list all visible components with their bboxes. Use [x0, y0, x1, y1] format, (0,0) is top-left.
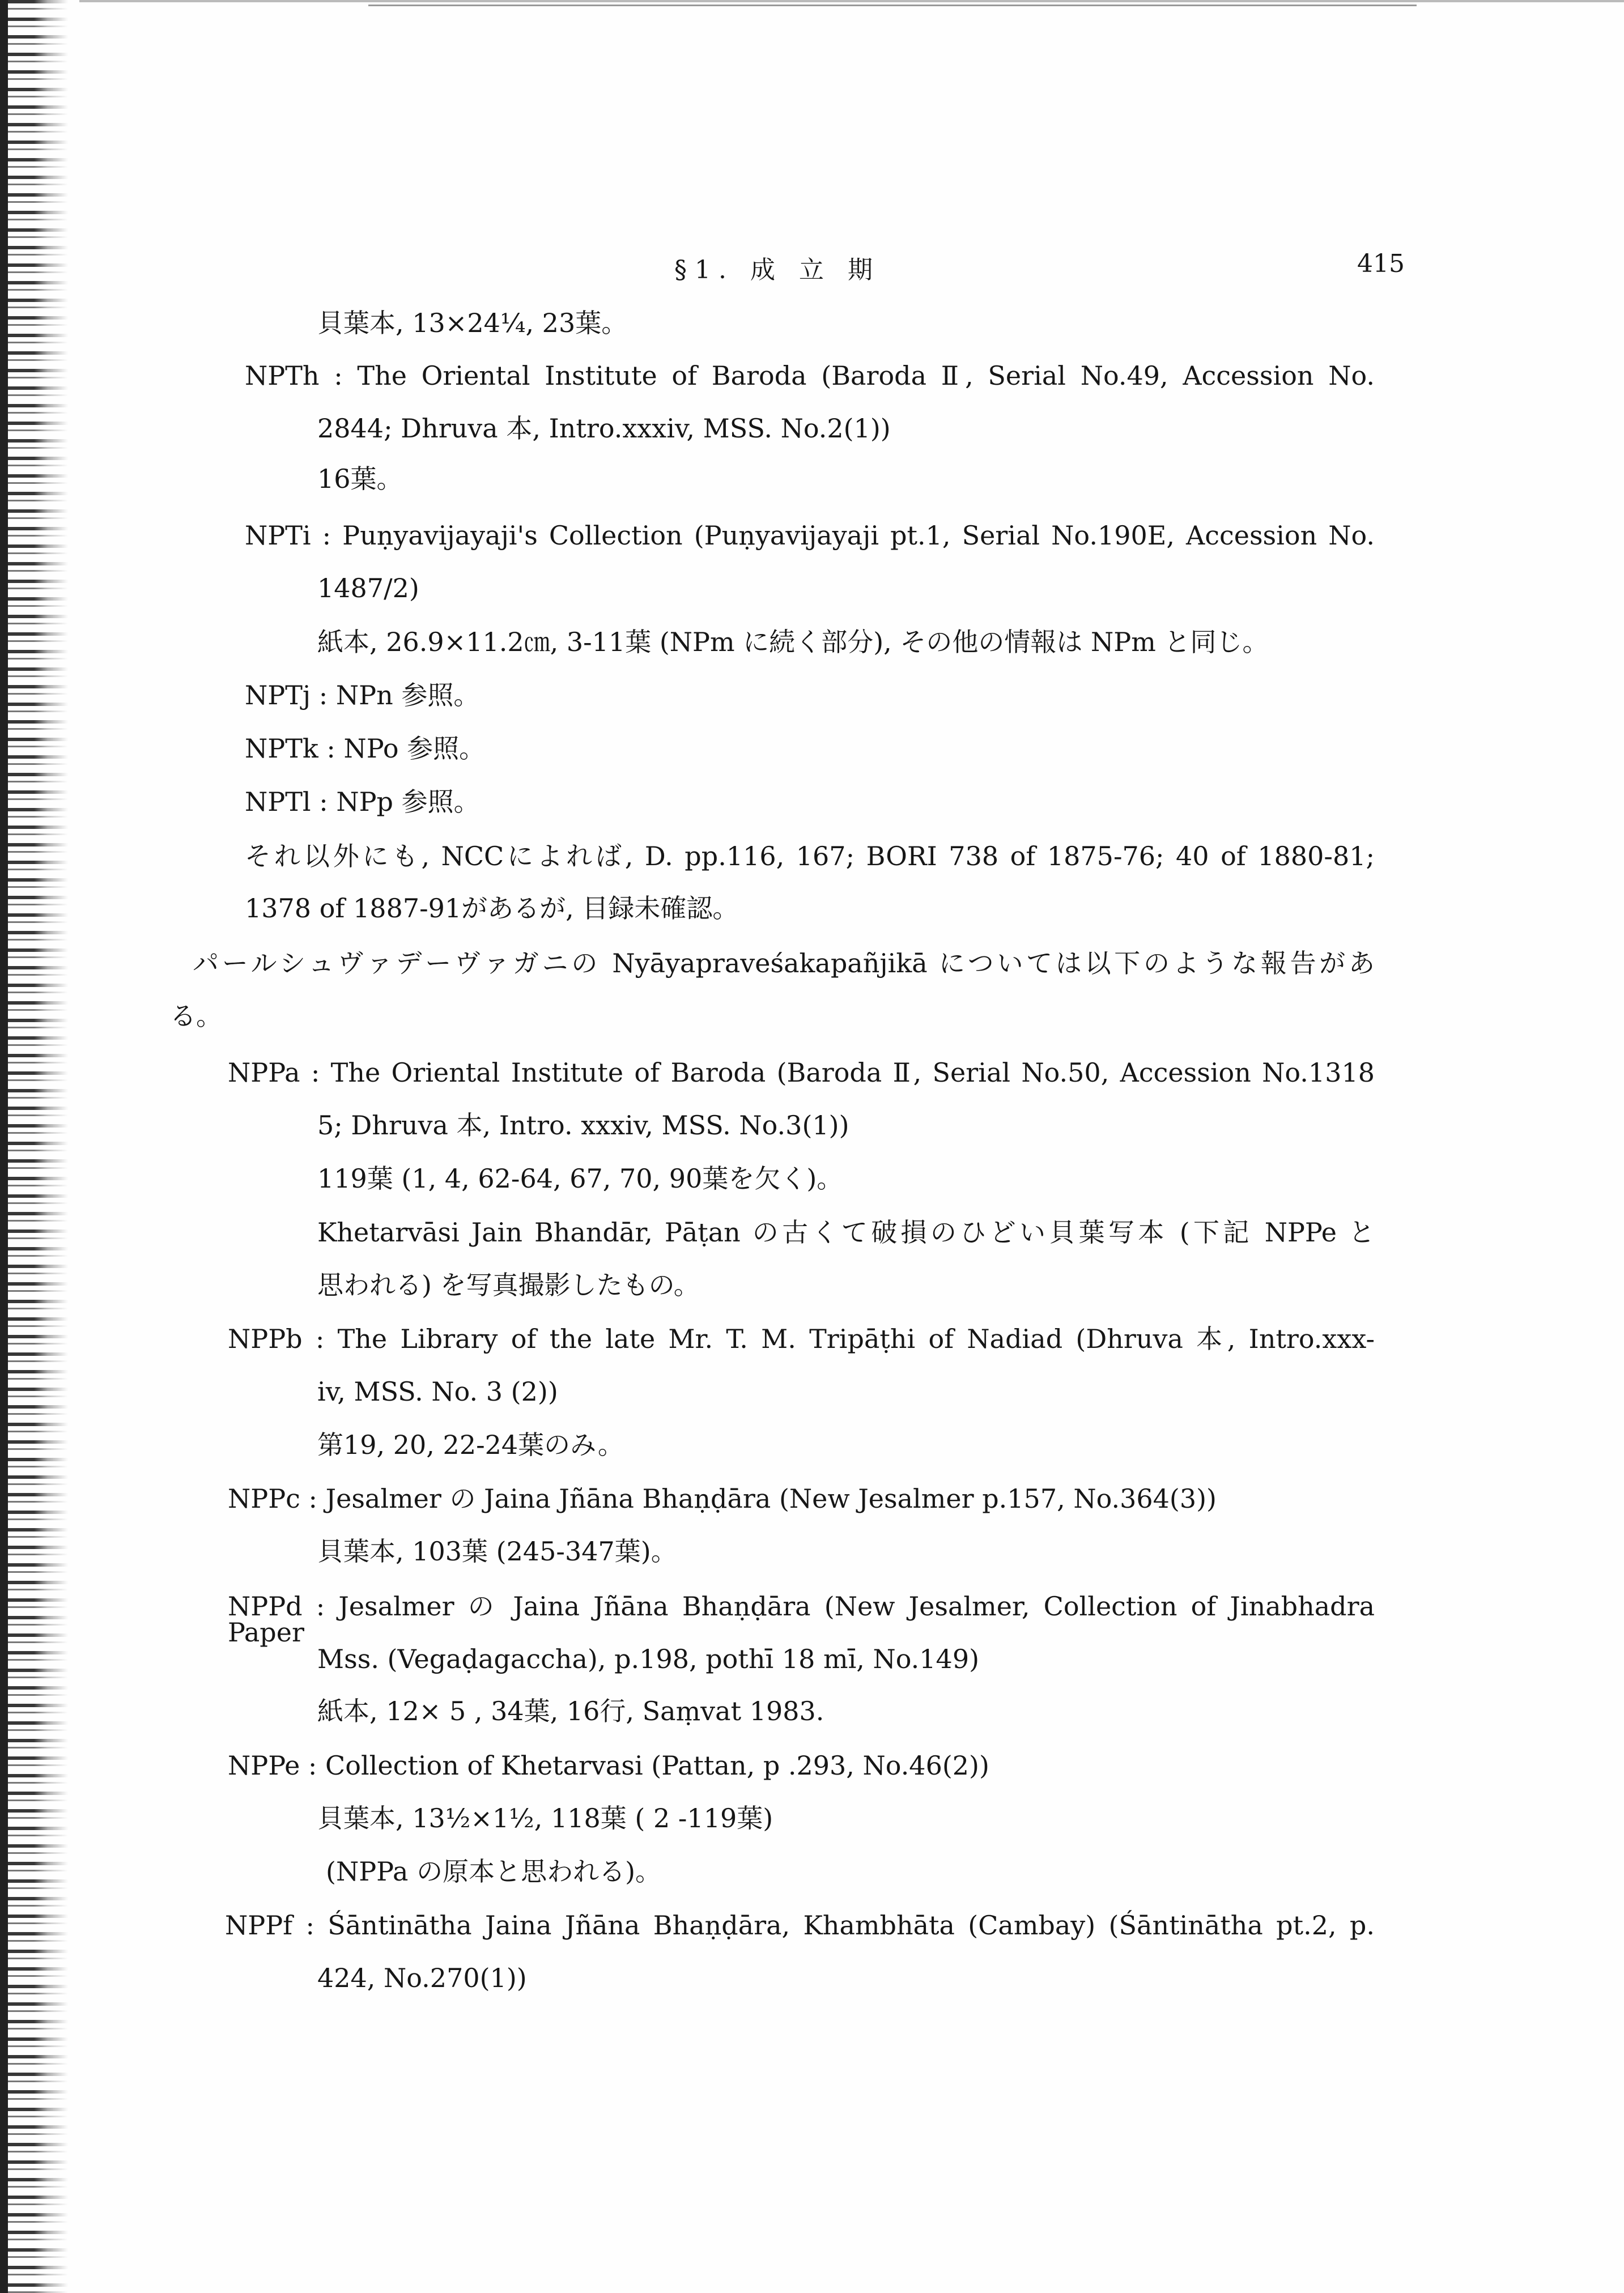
- running-header-section: §1. 成 立 期: [674, 256, 881, 284]
- entry-nppa: NPPa : The Oriental Institute of Baroda (Baroda Ⅱ, Serial No.50, Accession No.1318: [228, 1057, 1375, 1088]
- entry-npth: NPTh : The Oriental Institute of Baroda (Baroda Ⅱ, Serial No.49, Accession No.: [245, 360, 1375, 391]
- text-line: 紙本, 26.9×11.2㎝, 3-11葉 (NPm に続く部分), その他の情報は NPm と同じ。: [317, 627, 1269, 657]
- page-top-edge: [79, 0, 1624, 2]
- entry-nppc: NPPc : Jesalmer の Jaina Jñāna Bhaṇḍāra (New Jesalmer p.157, No.364(3)): [228, 1483, 1217, 1514]
- text-line: 119葉 (1, 4, 62-64, 67, 70, 90葉を欠く)。: [317, 1163, 843, 1194]
- entry-nppb: NPPb : The Library of the late Mr. T. M. Tripāṭhi of Nadiad (Dhruva 本, Intro.xxx-: [228, 1324, 1375, 1354]
- page-number: 415: [1357, 249, 1405, 278]
- text-line: Mss. (Vegaḍagaccha), p.198, pothī 18 mī, No.149): [317, 1644, 980, 1674]
- text-line: 第19, 20, 22-24葉のみ。: [317, 1430, 624, 1460]
- text-line: 貝葉本, 13×24¼, 23葉。: [317, 308, 628, 338]
- text-line: 紙本, 12× 5 , 34葉, 16行, Saṃvat 1983.: [317, 1696, 824, 1726]
- entry-nppd: NPPd : Jesalmer の Jaina Jñāna Bhaṇḍāra (New Jesalmer, Collection of Jinabhadra Paper: [228, 1591, 1375, 1648]
- text-line: 思われる) を写真撮影したもの。: [317, 1270, 700, 1300]
- entry-npti: NPTi : Puṇyavijayaji's Collection (Puṇyavijayaji pt.1, Serial No.190E, Accession No.: [245, 520, 1375, 551]
- scan-edge-artifact: [0, 0, 68, 2293]
- page-top-rule: [368, 5, 1417, 6]
- entry-nptk: NPTk : NPo 参照。: [245, 733, 486, 764]
- paragraph-line: る。: [170, 1001, 222, 1031]
- text-line: Khetarvāsi Jain Bhandār, Pāṭan の古くて破損のひどい貝葉写本 (下記 NPPe と: [317, 1217, 1375, 1248]
- entry-nppe: NPPe : Collection of Khetarvasi (Pattan, p .293, No.46(2)): [228, 1750, 989, 1781]
- text-line: 1487/2): [317, 573, 419, 603]
- text-line: 貝葉本, 13½×1½, 118葉 ( 2 -119葉): [317, 1803, 773, 1833]
- text-line: 5; Dhruva 本, Intro. xxxiv, MSS. No.3(1)): [317, 1110, 849, 1141]
- entry-nppf: NPPf : Śāntinātha Jaina Jñāna Bhaṇḍāra, Khambhāta (Cambay) (Śāntinātha pt.2, p.: [225, 1910, 1375, 1941]
- entry-nptj: NPTj : NPn 参照。: [245, 680, 480, 711]
- text-line: 424, No.270(1)): [317, 1963, 527, 1993]
- paragraph-line: パールシュヴァデーヴァガニの Nyāyapraveśakapañjikā については以下のような報告があ: [193, 948, 1375, 979]
- text-line: 貝葉本, 103葉 (245-347葉)。: [317, 1536, 677, 1567]
- text-line: 16葉。: [317, 463, 403, 494]
- text-line: (NPPa の原本と思われる)。: [326, 1856, 662, 1887]
- scan-edge-shadow: [0, 0, 8, 2293]
- entry-nptl: NPTl : NPp 参照。: [245, 786, 480, 817]
- text-line: 2844; Dhruva 本, Intro.xxxiv, MSS. No.2(1)): [317, 413, 891, 444]
- text-line: iv, MSS. No. 3 (2)): [317, 1376, 558, 1407]
- text-line: それ以外にも, NCCによれば, D. pp.116, 167; BORI 738 of 1875-76; 40 of 1880-81;: [245, 841, 1375, 871]
- text-line: 1378 of 1887-91があるが, 目録未確認。: [245, 893, 739, 924]
